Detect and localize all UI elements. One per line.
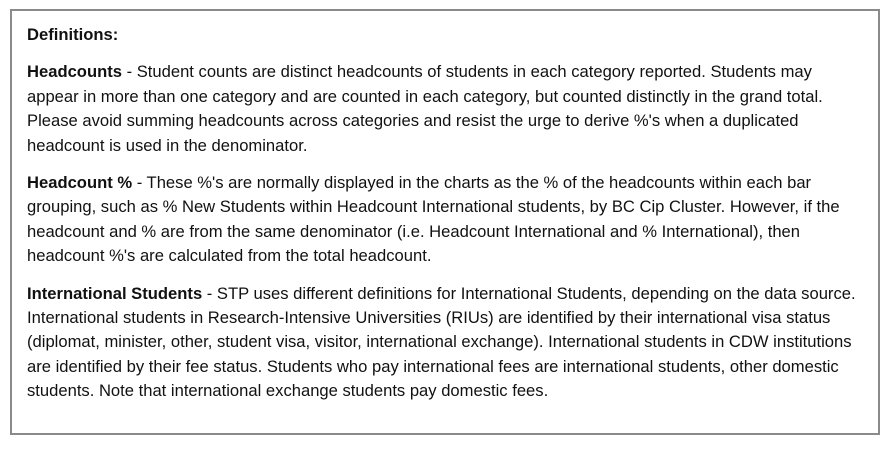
term-international-students: International Students (27, 283, 203, 303)
term-headcounts: Headcounts (27, 62, 122, 82)
definitions-heading: Definitions: (27, 25, 119, 44)
definition-international-students (27, 282, 864, 404)
definitions-panel (10, 9, 880, 435)
definition-headcounts (27, 60, 864, 158)
definition-text-international-students: - STP uses different definitions for International Students, depending on the data source. International students in Research-Intensive Universities (RIUs) are identified by their international visa status (diplomat, minister, other, student visa, visitor, international exchange). International students in CDW institutions are identified by their fee status. Students who pay international fees are international students, other domestic students. Note that international exchange students pay domestic fees. (27, 283, 856, 401)
definition-text-headcount-percent: - These %'s are normally displayed in the charts as the % of the headcounts within each bar grouping, such as % New Students within Headcount International students, by BC Cip Cluster. However, if the headcount and % are from the same denominator (i.e. Headcount International and % International), then headcount %'s are calculated from the total headcount. (27, 173, 840, 266)
definition-text-headcounts: - Student counts are distinct headcounts of students in each category reported. Students may appear in more than one category and are counted in each category, but counted distinctly in the grand total. Please avoid summing headcounts across categories and resist the urge to derive %'s when a duplicated headcount is used in the denominator. (27, 62, 823, 155)
definition-headcount-percent (27, 171, 864, 269)
term-headcount-percent: Headcount % (27, 173, 133, 193)
